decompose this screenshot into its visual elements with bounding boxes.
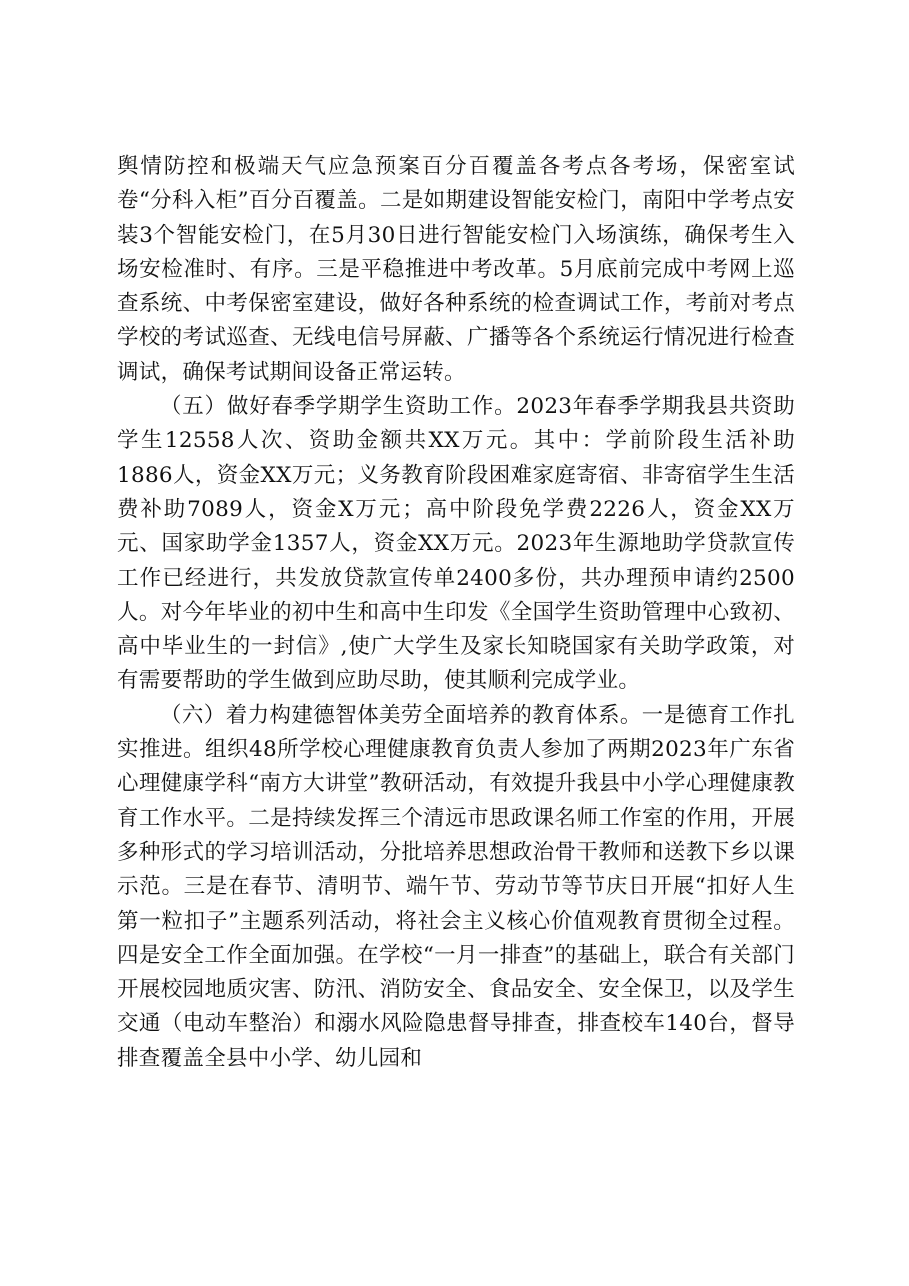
paragraph-student-aid: （五）做好春季学期学生资助工作。2023年春季学期我县共资助学生12558人次、资助金额共XX万元。其中：学前阶段生活补助1886人，资金XX万元；义务教育阶段困难家庭寄宿、非寄宿学生生活费补助7089人，资金X万元；高中阶段免学费2226人，资金XX万元、国家助学金1357人，资金XX万元。2023年生源地助学贷款宣传工作已经进行，共发放贷款宣传单2400多份，共办理预申请约2500人。对今年毕业的初中生和高中生印发《全国学生资助管理中心致初、高中毕业生的一封信》,使广大学生及家长知晓国家有关助学政策，对有需要帮助的学生做到应助尽助，使其顺利完成学业。 — [117, 394, 795, 694]
document-body — [117, 150, 795, 1076]
paragraph-exam-security: 舆情防控和极端天气应急预案百分百覆盖各考点各考场，保密室试卷“分科入柜”百分百覆盖。二是如期建设智能安检门，南阳中学考点安装3个智能安检门，在5月30日进行智能安检门入场演练，确保考生入场安检准时、有序。三是平稳推进中考改革。5月底前完成中考网上巡查系统、中考保密室建设，做好各种系统的检查调试工作，考前对考点学校的考试巡查、无线电信号屏蔽、广播等各个系统运行情况进行检查调试，确保考试期间设备正常运转。 — [117, 154, 795, 385]
paragraph-education-system: （六）着力构建德智体美劳全面培养的教育体系。一是德育工作扎实推进。组织48所学校心理健康教育负责人参加了两期2023年广东省心理健康学科“南方大讲堂”教研活动，有效提升我县中小学心理健康教育工作水平。二是持续发挥三个清远市思政课名师工作室的作用，开展多种形式的学习培训活动，分批培养思想政治骨干教师和送教下乡以课示范。三是在春节、清明节、端午节、劳动节等节庆日开展“扣好人生第一粒扣子”主题系列活动，将社会主义核心价值观教育贯彻全过程。四是安全工作全面加强。在学校“一月一排查”的基础上，联合有关部门开展校园地质灾害、防汛、消防安全、食品安全、安全保卫，以及学生交通（电动车整治）和溺水风险隐患督导排查，排查校车140台，督导排查覆盖全县中小学、幼儿园和 — [117, 702, 795, 1071]
